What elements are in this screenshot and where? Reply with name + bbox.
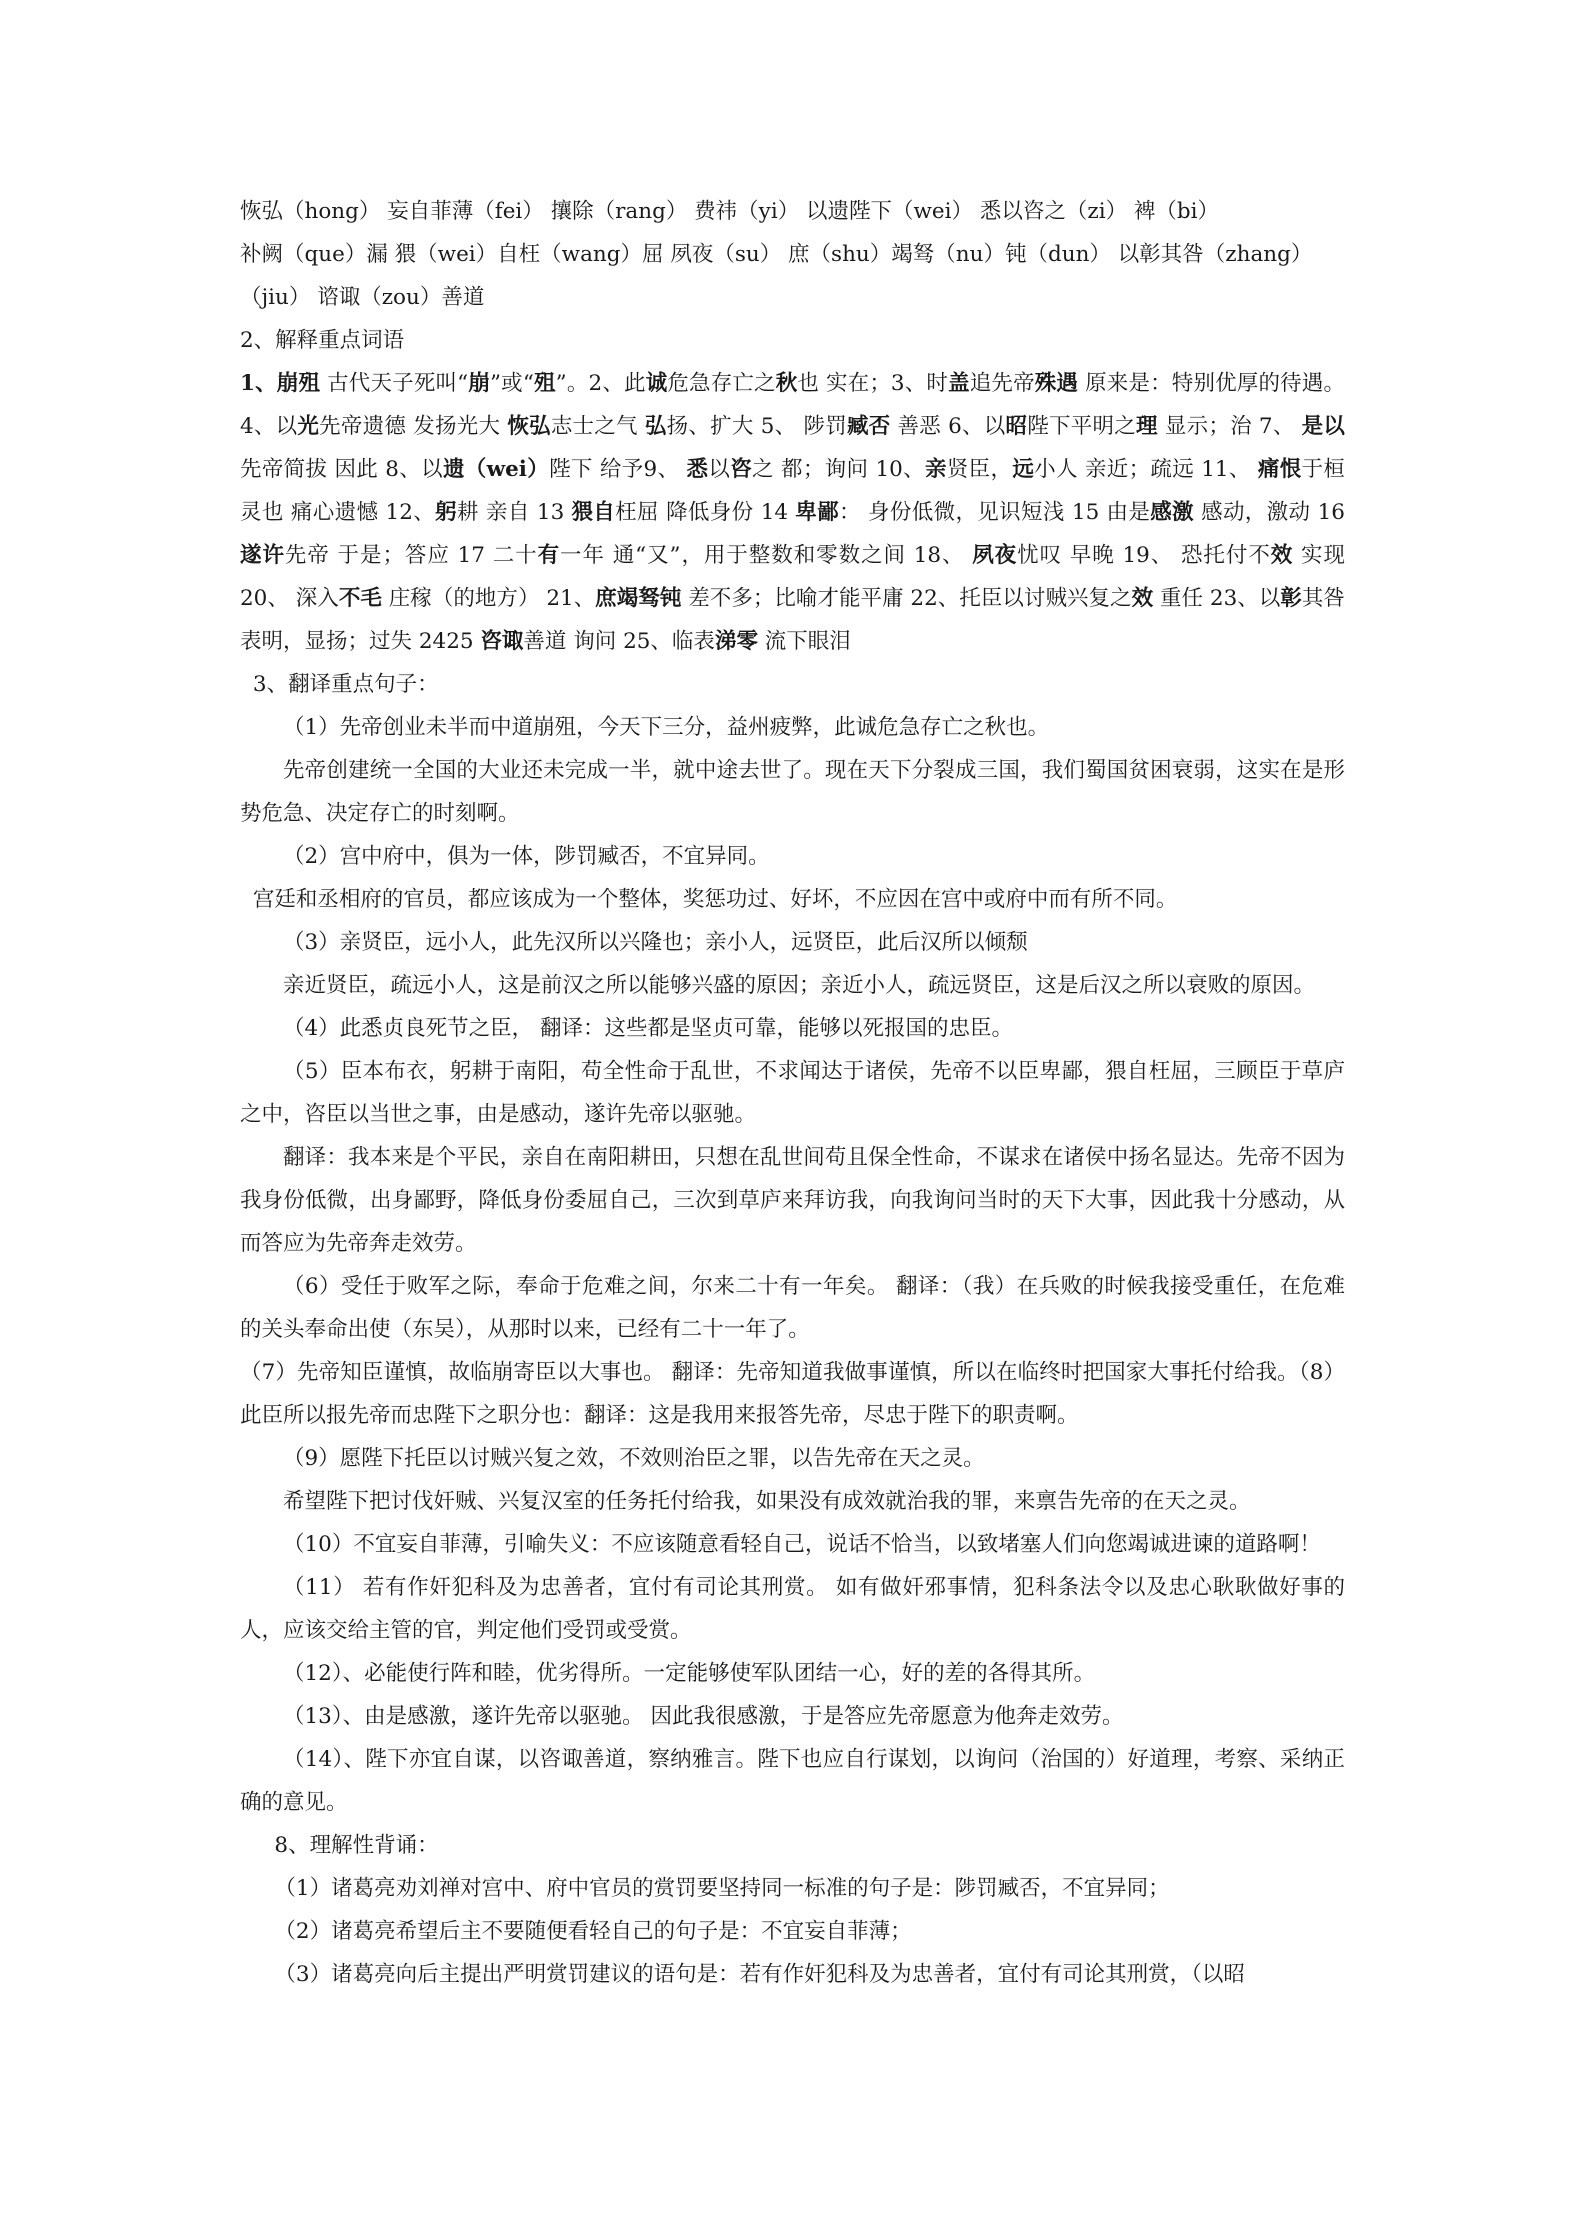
vocab-term: 盖 xyxy=(948,371,970,396)
vocab-term: 感激 xyxy=(1150,500,1194,525)
translation-paragraph: （3）亲贤臣，远小人，此先汉所以兴隆也；亲小人，远贤臣，此后汉所以倾颓 xyxy=(283,930,1028,955)
vocab-text: 善恶 6、以 xyxy=(890,414,1006,439)
recitation-item: （3）诸葛亮向后主提出严明赏罚建议的语句是：若有作奸犯科及为忠善者，宜付有司论其刑赏，（以昭 xyxy=(274,1962,1245,1987)
vocab-text: 显示；治 7、 xyxy=(1157,414,1302,439)
vocab-text: 贤臣， xyxy=(946,457,1013,482)
vocab-term: 诚 xyxy=(645,371,668,396)
section-heading: 8、理解性背诵： xyxy=(274,1833,439,1858)
pinyin-section xyxy=(240,190,1345,319)
translation-paragraph: （5）臣本布衣，躬耕于南阳，苟全性命于乱世，不求闻达于诸侯，先帝不以臣卑鄙，猥自枉屈，三顾臣于草庐之中，咨臣以当世之事，由是感动，遂许先帝以驱驰。 xyxy=(240,1059,1345,1127)
vocab-text: 陛下平明之 xyxy=(1027,414,1137,439)
vocab-text: 之 都；询问 10、 xyxy=(752,457,925,482)
vocab-text: 先帝简拔 因此 8、以 xyxy=(240,457,443,482)
vocab-term: 1、崩殂 xyxy=(240,371,321,396)
section-heading: 3、翻译重点句子： xyxy=(252,672,439,697)
vocab-term: 亲 xyxy=(925,457,947,482)
translation-paragraph: （9）愿陛下托臣以讨贼兴复之效，不效则治臣之罪，以告先帝在天之灵。 xyxy=(283,1446,985,1471)
pinyin-line: 补阙（que）漏 猥（wei）自枉（wang）屈 夙夜（su） 庶（shu）竭驽（nu）钝（dun） 以彰其咎（zhang） xyxy=(240,242,1313,267)
vocab-term: 理 xyxy=(1136,414,1158,439)
translation-paragraph: 翻译：我本来是个平民，亲自在南阳耕田，只想在乱世间苟且保全性命，不谋求在诸侯中扬名显达。先帝不因为我身份低微，出身鄙野，降低身份委屈自己，三次到草庐来拜访我，向我询问当时的天下大事，因此我十分感动，从而答应为先帝奔走效劳。 xyxy=(240,1145,1345,1256)
translation-paragraph: （12）、必能使行阵和睦，优劣得所。一定能够使军队团结一心，好的差的各得其所。 xyxy=(283,1661,1096,1686)
vocab-text: 流下眼泪 xyxy=(757,629,851,654)
vocab-term: 夙夜 xyxy=(972,543,1018,568)
recitation-item: （1）诸葛亮劝刘禅对宫中、府中官员的赏罚要坚持同一标准的句子是：陟罚臧否，不宜异同； xyxy=(274,1876,1170,1901)
vocab-text: 实现 20、 深入 xyxy=(240,543,1345,611)
recitation-item: （2）诸葛亮希望后主不要随便看轻自己的句子是：不宜妄自菲薄； xyxy=(274,1919,912,1944)
vocab-term: 效 xyxy=(1131,586,1154,611)
vocab-text: 古代天子死叫“ xyxy=(320,371,469,396)
vocab-text: 其咎 表明，显扬；过失 2425 xyxy=(240,586,1345,654)
translation-paragraph: 希望陛下把讨伐奸贼、兴复汉室的任务托付给我，如果没有成效就治我的罪，来禀告先帝的在天之灵。 xyxy=(283,1489,1251,1514)
vocab-term: 遗（wei） xyxy=(442,457,550,482)
vocab-text: 以 xyxy=(708,457,731,482)
vocab-text: 耕 亲自 13 xyxy=(456,500,572,525)
vocab-text: ： 身份低微，见识短浅 15 由是 xyxy=(838,500,1151,525)
vocab-text: 差不多；比喻才能平庸 22、托臣以讨贼兴复之 xyxy=(681,586,1132,611)
vocab-text: 陛下 给予9、 xyxy=(549,457,687,482)
vocab-term: 庶竭驽钝 xyxy=(595,586,682,611)
vocab-text: 原来是：特别优厚的待遇。 4、以 xyxy=(240,371,1345,439)
vocab-term: 昭 xyxy=(1005,414,1028,439)
vocab-term: 躬 xyxy=(435,500,457,525)
vocab-text: 先帝遗德 发扬光大 xyxy=(319,414,508,439)
vocab-term: 不毛 xyxy=(338,586,382,611)
vocab-term: 殂 xyxy=(533,371,556,396)
vocab-term: 臧否 xyxy=(846,414,891,439)
vocab-term: 遂许 xyxy=(240,543,285,568)
vocab-term: 光 xyxy=(297,414,320,439)
vocab-term: 咨 xyxy=(730,457,753,482)
vocab-text: 枉屈 降低身份 14 xyxy=(615,500,796,525)
vocab-text: ”或“ xyxy=(490,371,534,396)
translation-paragraph: （11） 若有作奸犯科及为忠善者，宜付有司论其刑赏。 如有做奸邪事情，犯科条法令以及忠心耿耿做好事的人，应该交给主管的官，判定他们受罚或受赏。 xyxy=(240,1575,1345,1643)
translation-paragraph: （14）、陛下亦宜自谋，以咨诹善道，察纳雅言。陛下也应自行谋划，以询问（治国的）好道理，考察、采纳正确的意见。 xyxy=(240,1747,1345,1815)
translation-paragraph: （6）受任于败军之际，奉命于危难之间，尔来二十有一年矣。 翻译：（我）在兵败的时候我接受重任，在危难的关头奉命出使（东吴），从那时以来，已经有二十一年了。 xyxy=(240,1274,1345,1342)
vocab-text: 追先帝 xyxy=(969,371,1035,396)
vocab-text: 志士之气 xyxy=(550,414,645,439)
vocab-term: 痛恨 xyxy=(1257,457,1302,482)
vocab-text: 感动，激动 16 xyxy=(1193,500,1345,525)
vocab-term: 有 xyxy=(537,543,561,568)
vocab-term: 效 xyxy=(1270,543,1294,568)
document-body xyxy=(240,190,1345,1996)
translation-paragraph: 亲近贤臣，疏远小人，这是前汉之所以能够兴盛的原因；亲近小人，疏远贤臣，这是后汉之所以衰败的原因。 xyxy=(283,973,1316,998)
vocab-term: 崩 xyxy=(468,371,490,396)
vocab-text: 善道 询问 25、临表 xyxy=(523,629,715,654)
recitation-list xyxy=(240,1867,1345,1996)
vocab-term: 猥自 xyxy=(571,500,616,525)
vocab-text: ”。2、此 xyxy=(555,371,646,396)
vocab-term: 悉 xyxy=(686,457,709,482)
section-heading: 2、解释重点词语 xyxy=(240,328,405,353)
translation-paragraph: 先帝创建统一全国的大业还未完成一半，就中途去世了。现在天下分裂成三国，我们蜀国贫困衰弱，这实在是形势危急、决定存亡的时刻啊。 xyxy=(240,758,1345,826)
vocab-term: 远 xyxy=(1012,457,1035,482)
vocab-text: 也 实在；3、时 xyxy=(797,371,949,396)
pinyin-line: 恢弘（hong） 妄自菲薄（fei） 攘除（rang） 费祎（yi） 以遗陛下（wei） 悉以咨之（zi） 裨（bi） xyxy=(240,199,1220,224)
vocab-text: 小人 亲近；疏远 11、 xyxy=(1034,457,1258,482)
vocab-text: 扬、扩大 5、 陟罚 xyxy=(666,414,847,439)
vocab-term: 卑鄙 xyxy=(795,500,839,525)
vocab-text: 危急存亡之 xyxy=(667,371,776,396)
translation-paragraph: （10）不宜妄自菲薄，引喻失义：不应该随意看轻自己，说话不恰当，以致堵塞人们向您竭诚进谏的道路啊！ xyxy=(283,1532,1321,1557)
translation-paragraph: （4）此悉贞良死节之臣， 翻译：这些都是坚贞可靠，能够以死报国的忠臣。 xyxy=(283,1016,1014,1041)
pinyin-line: （jiu） 谘诹（zou）善道 xyxy=(240,285,485,310)
vocab-paragraph xyxy=(240,362,1345,663)
translation-paragraph: （13）、由是感激，遂许先帝以驱驰。 因此我很感激，于是答应先帝愿意为他奔走效劳。 xyxy=(283,1704,1124,1729)
translation-paragraph: （2）宫中府中，俱为一体，陟罚臧否，不宜异同。 xyxy=(283,844,770,869)
vocab-term: 涕零 xyxy=(714,629,758,654)
vocab-text: 庄稼（的地方） 21、 xyxy=(381,586,596,611)
vocab-text: 重任 23、以 xyxy=(1153,586,1281,611)
vocab-text: 忧叹 早晚 19、 恐托付不 xyxy=(1017,543,1271,568)
vocab-term: 秋 xyxy=(775,371,798,396)
vocab-term: 咨诹 xyxy=(480,629,524,654)
vocab-text: 于桓灵也 痛心遗憾 12、 xyxy=(240,457,1345,525)
translation-paragraph: （1）先帝创业未半而中道崩殂，今天下三分，益州疲弊，此诚危急存亡之秋也。 xyxy=(283,715,1050,740)
vocab-term: 殊遇 xyxy=(1034,371,1079,396)
vocab-term: 弘 xyxy=(644,414,667,439)
vocab-term: 彰 xyxy=(1280,586,1302,611)
translation-list xyxy=(240,706,1345,1824)
vocab-term: 是以 xyxy=(1301,414,1345,439)
vocab-text: 先帝 于是；答应 17 二十 xyxy=(284,543,538,568)
translation-paragraph: （7）先帝知臣谨慎，故临崩寄臣以大事也。 翻译：先帝知道我做事谨慎，所以在临终时把国家大事托付给我。（8）此臣所以报先帝而忠陛下之职分也：翻译：这是我用来报答先帝，尽忠于陛下的职责啊。 xyxy=(240,1360,1345,1428)
translation-paragraph: 宫廷和丞相府的官员，都应该成为一个整体，奖惩功过、好坏，不应因在宫中或府中而有所不同。 xyxy=(252,887,1178,912)
vocab-text: 一年 通“又”，用于整数和零数之间 18、 xyxy=(560,543,973,568)
vocab-term: 恢弘 xyxy=(507,414,551,439)
